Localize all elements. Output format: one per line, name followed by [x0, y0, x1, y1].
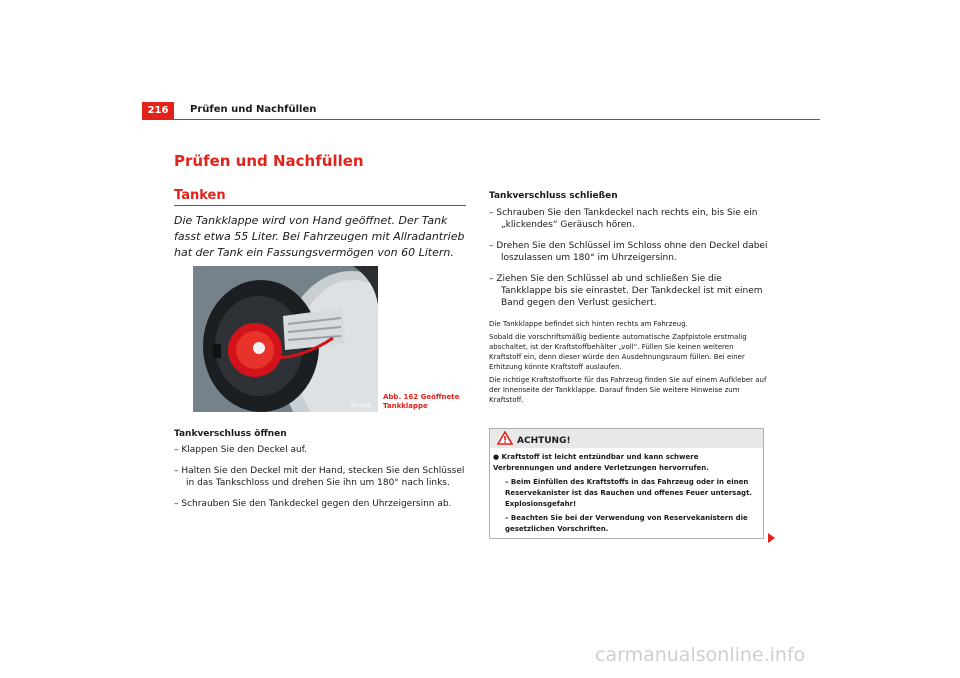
note-paragraph: Die Tankklappe befindet sich hinten rechts am Fahrzeug. [489, 320, 688, 328]
section-title: Tanken [174, 188, 226, 203]
intro-text: Die Tankklappe wird von Hand geöffnet. Der Tank fasst etwa 55 Liter. Bei Fahrzeugen mit Allradantrieb hat der Tank ein Fassungsvermögen von 60 Litern. [174, 214, 465, 259]
warning-bullet [493, 452, 761, 474]
note-paragraph: Sobald die vorschriftsmäßig bediente automatische Zapfpistole erstmalig abschaltet, ist der Kraftstoffbehälter „voll“. Füllen Sie keinen weiteren Kraftstoff ein, denn dieser würde den Ausdehnungsraum füllen. Bei einer Erhitzung könnte Kraftstoff auslaufen. [489, 333, 747, 371]
open-step: – Klappen Sie den Deckel auf. [174, 445, 308, 455]
open-step: – Schrauben Sie den Tankdeckel gegen den Uhrzeigersinn ab. [174, 499, 452, 509]
chapter-title: Prüfen und Nachfüllen [174, 152, 364, 170]
page-number: 216 [142, 102, 174, 120]
figure-code: B5P-0108 [351, 403, 371, 408]
close-instructions [489, 191, 769, 309]
fuel-flap-figure [193, 266, 378, 412]
notes [489, 319, 767, 405]
warning-item: – Beachten Sie bei der Verwendung von Reservekanistern die gesetzlichen Vorschriften. [505, 514, 748, 533]
close-heading: Tankverschluss schließen [489, 191, 618, 201]
figure-caption [383, 393, 459, 411]
header-rule [142, 119, 820, 120]
figure-caption-line2: Tankklappe [383, 402, 428, 410]
continue-arrow-icon [768, 533, 775, 543]
close-step: – Drehen Sie den Schlüssel im Schloss ohne den Deckel dabei loszulassen um 180° im Uhrzeigersinn. [489, 241, 768, 263]
close-step: – Ziehen Sie den Schlüssel ab und schließen Sie die Tankklappe bis sie einrastet. Der Tankdeckel ist mit einem Band gegen den Verlust gesichert. [489, 274, 763, 308]
open-heading: Tankverschluss öffnen [174, 429, 287, 439]
fuel-flap-illustration [193, 266, 378, 412]
warning-content [493, 452, 761, 535]
open-instructions [174, 429, 470, 510]
open-step: – Halten Sie den Deckel mit der Hand, stecken Sie den Schlüssel in das Tankschloss und drehen Sie ihn um 180° nach links. [174, 466, 465, 488]
warning-triangle-icon [497, 431, 513, 445]
section-rule [174, 205, 466, 206]
close-step: – Schrauben Sie den Tankdeckel nach rechts ein, bis Sie ein „klickendes“ Geräusch hören. [489, 208, 758, 230]
warning-title: ACHTUNG! [517, 436, 571, 446]
figure-caption-line1: Abb. 162 Geöffnete [383, 393, 460, 401]
warning-item: – Beim Einfüllen des Kraftstoffs in das Fahrzeug oder in einen Reservekanister ist das Rauchen und offenes Feuer untersagt. Explosionsgefahr! [505, 478, 753, 508]
bullet-icon: ● [493, 453, 500, 461]
running-title: Prüfen und Nachfüllen [190, 104, 317, 115]
warning-bullet-text: Kraftstoff ist leicht entzündbar und kann schwere Verbrennungen und andere Verletzungen hervorrufen. [493, 453, 709, 472]
note-paragraph: Die richtige Kraftstoffsorte für das Fahrzeug finden Sie auf einem Aufkleber auf der Innenseite der Tankklappe. Darauf finden Sie weitere Hinweise zum Kraftstoff. [489, 376, 767, 404]
footer-watermark: carmanualsonline.info [595, 644, 806, 666]
